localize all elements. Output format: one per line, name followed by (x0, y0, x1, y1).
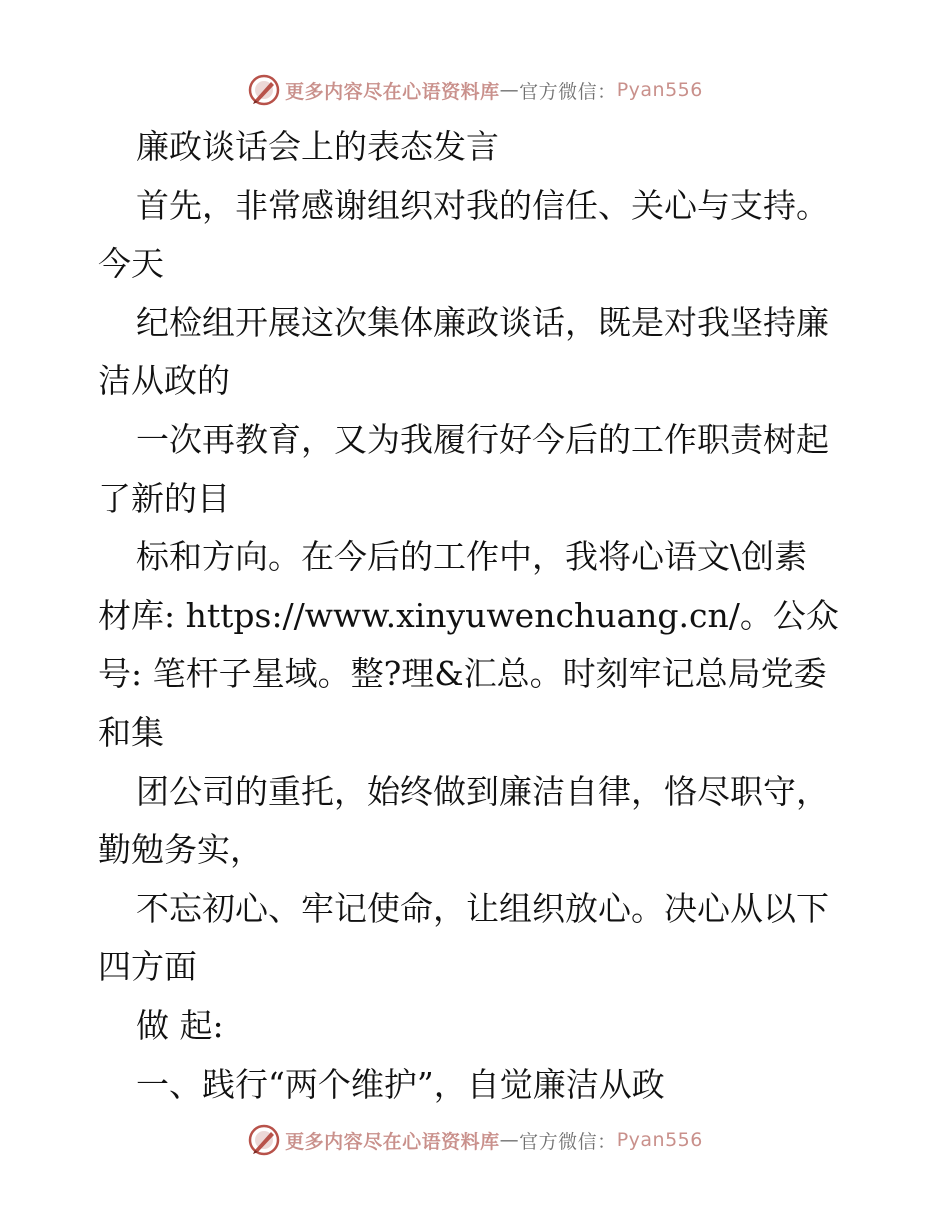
pen-logo-icon (247, 1123, 281, 1157)
text-line: 做 起: (136, 1005, 224, 1045)
text-line: 首先，非常感谢组织对我的信任、关心与支持。 (136, 185, 829, 225)
banner-label: 官方微信： (519, 1130, 617, 1153)
text-line: 了新的目 (98, 478, 230, 518)
text-line: 不忘初心、牢记使命，让组织放心。决心从以下 (136, 888, 829, 928)
section-heading: 一、践行“两个维护”，自觉廉洁从政 (136, 1064, 665, 1104)
banner-main-text: 更多内容尽在心语资料库 (285, 80, 500, 103)
text-line: 团公司的重托，始终做到廉洁自律，恪尽职守， (136, 771, 829, 811)
footer-banner (0, 1120, 950, 1160)
text-line: 一次再教育，又为我履行好今后的工作职责树起 (136, 419, 829, 459)
text-line: 材库: https://www.xinyuwenchuang.cn/。公众 (98, 595, 839, 635)
banner-wechat-id: Pyan556 (616, 1129, 703, 1151)
text-line: 标和方向。在今后的工作中，我将心语文\创素 (136, 537, 808, 577)
text-line: 今天 (98, 244, 164, 284)
text-line: 四方面 (98, 947, 197, 987)
banner-dash: — (499, 79, 520, 101)
document-title: 廉政谈话会上的表态发言 (136, 127, 499, 166)
banner-dash: — (499, 1129, 520, 1151)
banner-label: 官方微信： (519, 80, 617, 103)
document-body (98, 118, 858, 1114)
text-line: 和集 (98, 712, 164, 752)
text-line: 勤勉务实， (98, 830, 263, 870)
header-banner (0, 70, 950, 110)
text-line: 纪检组开展这次集体廉政谈话，既是对我坚持廉 (136, 302, 829, 342)
text-line: 洁从政的 (98, 361, 230, 401)
banner-main-text: 更多内容尽在心语资料库 (285, 1130, 500, 1153)
pen-logo-icon (247, 73, 281, 107)
text-line: 号: 笔杆子星域。整?理&汇总。时刻牢记总局党委 (98, 654, 827, 694)
banner-wechat-id: Pyan556 (616, 79, 703, 101)
